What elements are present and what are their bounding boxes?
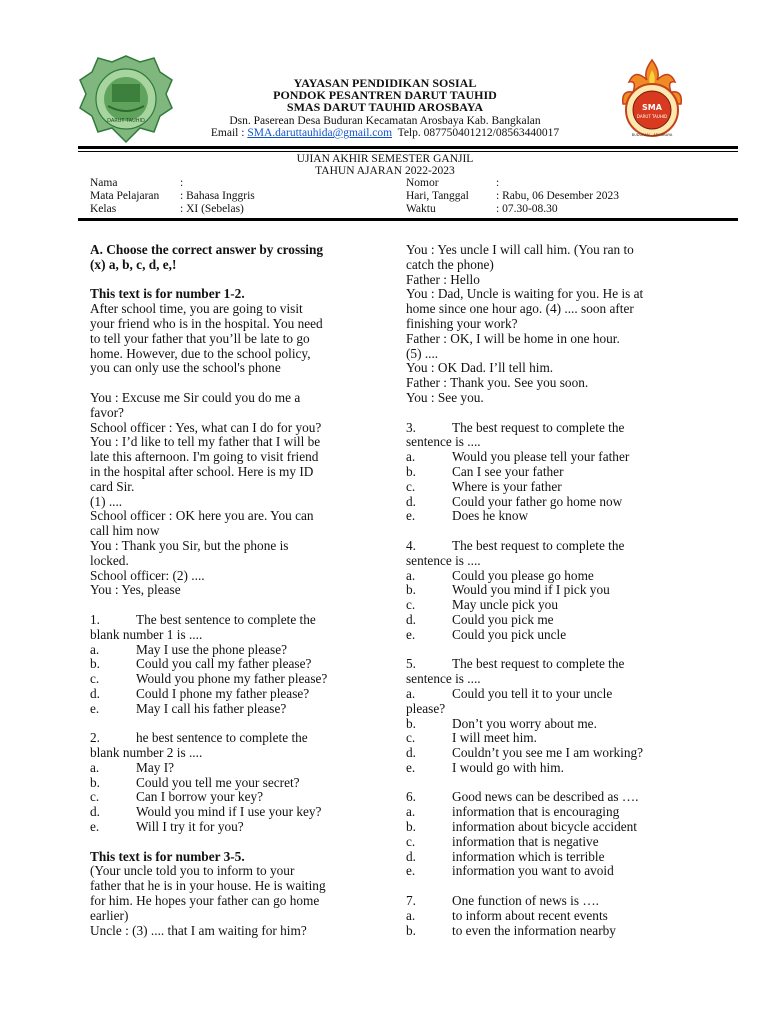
option-a[interactable]: a. May I? <box>90 759 175 775</box>
option-c[interactable]: c. I will meet him. <box>406 730 537 746</box>
text-1-2-line: After school time, you are going to visit <box>90 301 303 317</box>
text-1-2-line: to tell your father that you’ll be late to go <box>90 330 310 346</box>
question-text: The best request to complete the <box>452 419 625 435</box>
dialog-line: in the hospital after school. Here is my ID <box>90 463 314 479</box>
option-d[interactable]: d. Would you mind if I use your key? <box>90 804 322 820</box>
dialog-line: (1) .... <box>90 493 123 509</box>
hari-label: Hari, Tanggal <box>406 190 469 202</box>
text-3-5-line: earlier) <box>90 907 129 923</box>
question-text-cont: sentence is .... <box>406 552 481 568</box>
dialog-line: You : Dad, Uncle is waiting for you. He is at <box>406 286 644 302</box>
dialog-line: catch the phone) <box>406 256 494 272</box>
right-column <box>406 243 706 938</box>
option-d[interactable]: d. Couldn’t you see me I am working? <box>406 745 644 761</box>
text-1-2-title: This text is for number 1-2. <box>90 286 245 302</box>
text-1-2-line: home. However, due to the school policy, <box>90 345 311 361</box>
option-e[interactable]: e. Could you pick uncle <box>406 626 567 642</box>
text-1-2-line: you can only use the school's phone <box>90 360 281 376</box>
question-text-cont: sentence is .... <box>406 671 481 687</box>
question-text: he best sentence to complete the <box>136 730 308 746</box>
option-d[interactable]: d. information which is terrible <box>406 848 605 864</box>
dialog-line: School officer : OK here you are. You can <box>90 508 314 524</box>
option-c[interactable]: c. Would you phone my father please? <box>90 671 328 687</box>
option-a[interactable]: a. information that is encouraging <box>406 804 620 820</box>
foundation-name: YAYASAN PENDIDIKAN SOSIAL <box>293 76 477 90</box>
text-1-2-line: your friend who is in the hospital. You need <box>90 315 323 331</box>
email-link[interactable]: SMA.daruttauhida@gmail.com <box>247 127 393 139</box>
exam-year: TAHUN AJARAN 2022-2023 <box>315 165 455 177</box>
option-a[interactable]: a. to inform about recent events <box>406 907 608 923</box>
dialog-line: School officer: (2) .... <box>90 567 205 583</box>
question-number: 2. <box>90 730 100 746</box>
question-1 <box>90 613 380 628</box>
kelas-value: : XI (Sebelas) <box>180 203 244 215</box>
option-a[interactable]: a. May I use the phone please? <box>90 641 288 657</box>
question-text: The best request to complete the <box>452 656 625 672</box>
text-3-5-line: father that he is in your house. He is waiting <box>90 878 326 894</box>
header-divider-thin <box>78 151 738 152</box>
dialog-line: Father : OK, I will be home in one hour. <box>406 330 620 346</box>
dialog-line: finishing your work? <box>406 315 518 331</box>
dialog-line: Father : Thank you. See you soon. <box>406 375 589 391</box>
right-logo-sub: DARUT TAUHID <box>636 114 668 119</box>
sma-flame-logo <box>613 58 691 142</box>
right-logo-text: SMA <box>642 103 662 112</box>
option-e[interactable]: e. Does he know <box>406 508 529 524</box>
dialog-line: locked. <box>90 552 129 568</box>
dialog-line: You : Yes uncle I will call him. (You ran to <box>406 242 634 257</box>
nomor-value: : <box>496 177 500 189</box>
dialog-line: (5) .... <box>406 345 439 361</box>
mapel-value: : Bahasa Inggris <box>180 190 255 202</box>
dialog-line: You : OK Dad. I’ll tell him. <box>406 360 554 376</box>
option-e[interactable]: e. May I call his father please? <box>90 700 287 716</box>
header-divider-thick <box>78 146 738 149</box>
dialog-line: You : Excuse me Sir could you do me a <box>90 389 301 405</box>
question-text: Good news can be described as …. <box>452 789 639 805</box>
dialog-line: home since one hour ago. (4) .... soon after <box>406 301 634 317</box>
text-3-5-line: (Your uncle told you to inform to your <box>90 863 295 879</box>
option-e[interactable]: e. information you want to avoid <box>406 863 614 879</box>
question-text: One function of news is …. <box>452 893 599 909</box>
waktu-value: : 07.30-08.30 <box>496 203 558 215</box>
kelas-label: Kelas <box>90 203 117 215</box>
dialog-line: Father : Hello <box>406 271 480 287</box>
question-5 <box>406 657 706 672</box>
question-text: The best sentence to complete the <box>136 611 316 627</box>
question-number: 1. <box>90 611 100 627</box>
dialog-line: You : See you. <box>406 389 484 405</box>
option-b[interactable]: b. Don’t you worry about me. <box>406 715 597 731</box>
question-4 <box>406 539 706 554</box>
school-emblem-logo <box>78 54 174 144</box>
question-6 <box>406 790 706 805</box>
option-b[interactable]: b. to even the information nearby <box>406 922 616 938</box>
dialog-line: card Sir. <box>90 478 135 494</box>
contact-line: Email : SMA.daruttauhida@gmail.com Telp. 087750401212/08563440017 <box>210 127 560 139</box>
dialog-line: School officer : Yes, what can I do for you? <box>90 419 322 435</box>
nama-value: : <box>180 177 184 189</box>
left-logo-text: DARUT TAUHID <box>107 118 145 124</box>
option-a[interactable]: a. Could you tell it to your uncle <box>406 685 613 701</box>
question-text: The best request to complete the <box>452 537 625 553</box>
question-number: 5. <box>406 656 416 672</box>
dialog-line: call him now <box>90 523 160 539</box>
instruction-line-1: A. Choose the correct answer by crossing <box>90 242 324 257</box>
nama-label: Nama <box>90 177 118 189</box>
dialog-line: favor? <box>90 404 124 420</box>
hari-value: : Rabu, 06 Desember 2023 <box>496 190 619 202</box>
school-address: Dsn. Paserean Desa Buduran Kecamatan Arosbaya Kab. Bangkalan <box>229 115 541 127</box>
question-number: 6. <box>406 789 416 805</box>
question-text-cont: blank number 1 is .... <box>90 626 203 642</box>
option-b[interactable]: b. Would you mind if I pick you <box>406 582 610 598</box>
option-b[interactable]: b. Could you tell me your secret? <box>90 774 300 790</box>
text-3-5-title: This text is for number 3-5. <box>90 848 245 864</box>
option-b[interactable]: b. Can I see your father <box>406 463 564 479</box>
school-name: SMAS DARUT TAUHID AROSBAYA <box>286 100 484 114</box>
question-number: 3. <box>406 419 416 435</box>
option-e[interactable]: e. Will I try it for you? <box>90 819 244 835</box>
question-number: 7. <box>406 893 416 909</box>
left-column <box>90 243 380 938</box>
option-e[interactable]: e. I would go with him. <box>406 759 564 775</box>
option-b[interactable]: b. Could you call my father please? <box>90 656 312 672</box>
option-d[interactable]: d. Could you pick me <box>406 611 554 627</box>
option-b[interactable]: b. information about bicycle accident <box>406 819 637 835</box>
question-number: 4. <box>406 537 416 553</box>
dialog-line: late this afternoon. I'm going to visit friend <box>90 449 319 465</box>
dialog-line: You : Thank you Sir, but the phone is <box>90 537 289 553</box>
question-2 <box>90 731 380 746</box>
text-3-5-line: for him. He hopes your father can go home <box>90 893 320 909</box>
question-text-cont: blank number 2 is .... <box>90 745 203 761</box>
question-3 <box>406 421 706 436</box>
nomor-label: Nomor <box>406 177 439 189</box>
instruction-line-2: (x) a, b, c, d, e,! <box>90 256 177 272</box>
exam-title: UJIAN AKHIR SEMESTER GANJIL <box>296 153 474 165</box>
dialog-line: You : I’d like to tell my father that I will be <box>90 434 321 450</box>
question-text-cont: sentence is .... <box>406 434 481 450</box>
option-a[interactable]: a. Could you please go home <box>406 567 594 583</box>
option-a[interactable]: a. Would you please tell your father <box>406 449 630 465</box>
right-logo-ring: BUDURAN - AROSBAYA <box>631 133 673 137</box>
question-7 <box>406 894 706 909</box>
option-d[interactable]: d. Could your father go home now <box>406 493 623 509</box>
option-d[interactable]: d. Could I phone my father please? <box>90 685 310 701</box>
dialog-line: You : Yes, please <box>90 582 181 598</box>
waktu-label: Waktu <box>406 203 436 215</box>
option-c[interactable]: c. Where is your father <box>406 478 562 494</box>
option-c[interactable]: c. information that is negative <box>406 833 599 849</box>
pesantren-name: PONDOK PESANTREN DARUT TAUHID <box>273 88 497 102</box>
mapel-label: Mata Pelajaran <box>90 190 160 202</box>
info-divider-thick <box>78 218 738 221</box>
option-c[interactable]: c. May uncle pick you <box>406 597 558 613</box>
option-a-cont: please? <box>406 700 446 716</box>
text-3-5-line: Uncle : (3) .... that I am waiting for him? <box>90 922 307 938</box>
option-c[interactable]: c. Can I borrow your key? <box>90 789 264 805</box>
